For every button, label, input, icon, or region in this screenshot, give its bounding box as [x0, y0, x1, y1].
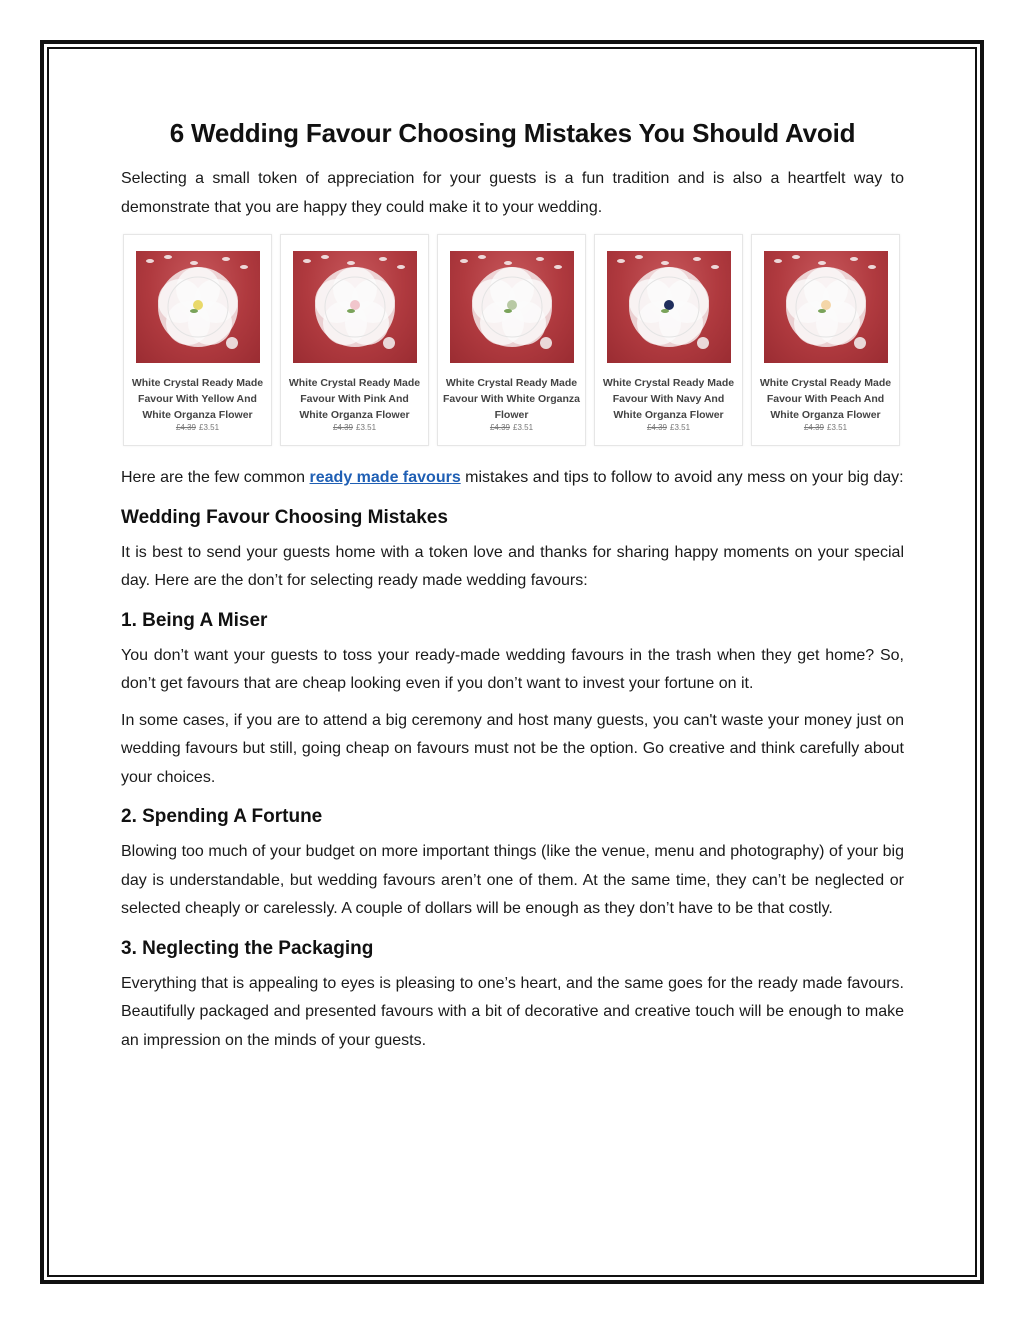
- tulle-favour-image: [607, 251, 731, 363]
- product-card[interactable]: [280, 234, 429, 446]
- product-sale-price: £3.51: [199, 423, 220, 432]
- product-old-price: £4.39: [175, 423, 196, 432]
- tulle-favour-image: [764, 251, 888, 363]
- product-photo: [450, 251, 574, 363]
- tulle-favour-image: [450, 251, 574, 363]
- tulle-favour-image: [136, 251, 260, 363]
- mistake-3-paragraph-1: Everything that is appealing to eyes is pleasing to one’s heart, and the same goes for the ready made favours. Beautifully packaged and presented favours with a bit of decorative and creative touch will be enough to make an impression on the minds of your guests.: [121, 974, 904, 1049]
- product-price: [647, 423, 690, 432]
- product-old-price: £4.39: [803, 423, 824, 432]
- product-price: [490, 423, 533, 432]
- ready-made-favours-link[interactable]: ready made favours: [309, 469, 461, 486]
- product-strip: [123, 234, 904, 446]
- product-photo: [293, 251, 417, 363]
- product-price: [804, 423, 847, 432]
- product-card[interactable]: [123, 234, 272, 446]
- mistake-2-paragraph-1: Blowing too much of your budget on more important things (like the venue, menu and photography) of your big day is understandable, but wedding favours aren’t one of them. At the same time, they can’t be neglected or selected cheaply or carelessly. A couple of dollars will be enough as they don’t have to be that costly.: [121, 843, 904, 917]
- document-body: [121, 118, 904, 1063]
- mistake-3-heading: 3. Neglecting the Packaging: [121, 937, 374, 959]
- product-sale-price: £3.51: [356, 423, 377, 432]
- product-name[interactable]: White Crystal Ready Made Favour With Peach And White Organza Flower: [759, 377, 892, 421]
- product-photo: [607, 251, 731, 363]
- tulle-favour-image: [293, 251, 417, 363]
- mistake-1-paragraph-1: You don’t want your guests to toss your ready-made wedding favours in the trash when they get home? So, don’t get favours that are cheap looking even if you don’t want to invest your fortune on it.: [121, 646, 904, 692]
- product-old-price: £4.39: [646, 423, 667, 432]
- product-sale-price: £3.51: [670, 423, 691, 432]
- product-sale-price: £3.51: [827, 423, 848, 432]
- mistake-2-heading: 2. Spending A Fortune: [121, 806, 323, 827]
- section-paragraph: It is best to send your guests home with a token love and thanks for sharing happy moments on your special day. Here are the don’t for selecting ready made wedding favours:: [121, 543, 904, 589]
- product-old-price: £4.39: [332, 423, 353, 432]
- product-card[interactable]: [437, 234, 586, 446]
- tips-intro-text-after: mistakes and tips to follow to avoid any mess on your big day:: [460, 469, 904, 486]
- intro-paragraph: Selecting a small token of appreciation for your guests is a fun tradition and is also a heartfelt way to demonstrate that you are happy they could make it to your wedding.: [121, 170, 904, 216]
- tips-intro-paragraph: [121, 464, 904, 493]
- section-heading: Wedding Favour Choosing Mistakes: [121, 506, 448, 528]
- product-name[interactable]: White Crystal Ready Made Favour With Navy And White Organza Flower: [602, 377, 735, 421]
- product-price: [176, 423, 219, 432]
- product-name[interactable]: White Crystal Ready Made Favour With Pink And White Organza Flower: [288, 377, 421, 421]
- product-name[interactable]: White Crystal Ready Made Favour With White Organza Flower: [443, 377, 580, 421]
- tips-intro-text-before: Here are the few common: [121, 469, 310, 486]
- product-card[interactable]: [751, 234, 900, 446]
- product-card[interactable]: [594, 234, 743, 446]
- mistake-1-heading: 1. Being A Miser: [121, 609, 268, 631]
- product-sale-price: £3.51: [513, 423, 534, 432]
- product-photo: [136, 251, 260, 363]
- product-old-price: £4.39: [489, 423, 510, 432]
- product-name[interactable]: White Crystal Ready Made Favour With Yellow And White Organza Flower: [131, 377, 264, 421]
- product-price: [333, 423, 376, 432]
- product-photo: [764, 251, 888, 363]
- document-title: 6 Wedding Favour Choosing Mistakes You Should Avoid: [169, 118, 856, 148]
- mistake-1-paragraph-2: In some cases, if you are to attend a big ceremony and host many guests, you can't waste your money just on wedding favours but still, going cheap on favours must not be the option. Go creative and think carefully about your choices.: [121, 711, 904, 786]
